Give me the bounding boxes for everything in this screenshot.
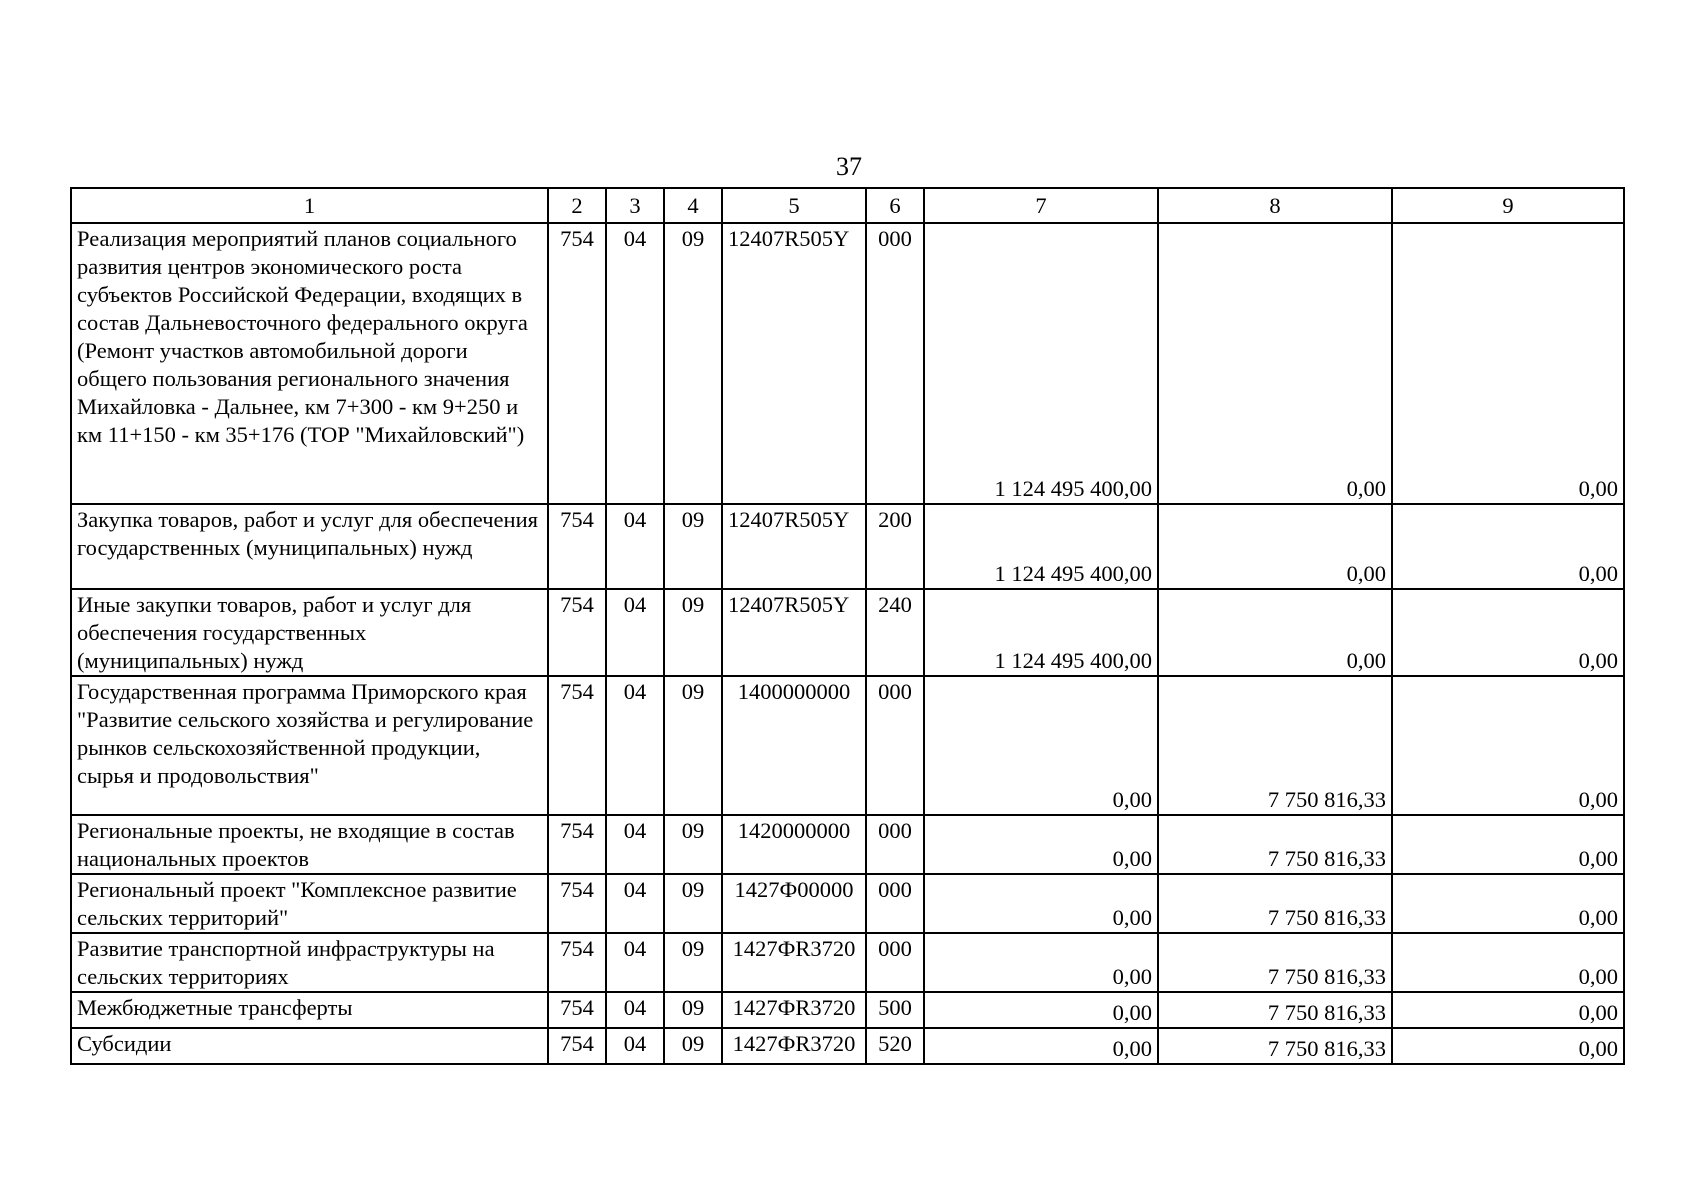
row-name: Государственная программа Приморского края "Развитие сельского хозяйства и регулирование рынков сельскохозяйственной продукции, сырья и продовольствия": [71, 676, 548, 815]
amount-cell: 0,00: [1392, 504, 1624, 589]
amount-cell: 7 750 816,33: [1158, 815, 1392, 874]
code-cell: 12407R505Y: [722, 589, 866, 676]
amount-cell: 0,00: [924, 933, 1158, 992]
amount-cell: 7 750 816,33: [1158, 676, 1392, 815]
code-cell: 04: [606, 504, 664, 589]
amount-cell: 0,00: [1158, 504, 1392, 589]
code-cell: 09: [664, 676, 722, 815]
code-cell: 754: [548, 933, 606, 992]
header-cell: 1: [71, 188, 548, 223]
header-row: [71, 188, 1624, 223]
code-cell: 520: [866, 1028, 924, 1064]
table-row: [71, 676, 1624, 815]
amount-cell: 7 750 816,33: [1158, 933, 1392, 992]
amount-cell: 7 750 816,33: [1158, 992, 1392, 1028]
code-cell: 1427ФR3720: [722, 992, 866, 1028]
header-cell: 2: [548, 188, 606, 223]
code-cell: 09: [664, 874, 722, 933]
amount-cell: 0,00: [1158, 589, 1392, 676]
code-cell: 04: [606, 815, 664, 874]
row-name: Межбюджетные трансферты: [71, 992, 548, 1028]
code-cell: 000: [866, 676, 924, 815]
header-cell: 4: [664, 188, 722, 223]
amount-cell: 0,00: [924, 676, 1158, 815]
code-cell: 04: [606, 223, 664, 504]
code-cell: 754: [548, 1028, 606, 1064]
code-cell: 000: [866, 933, 924, 992]
table-row: [71, 874, 1624, 933]
row-name: Реализация мероприятий планов социального развития центров экономического роста субъектов Российской Федерации, входящих в состав Дальневосточного федерального округа (Ремонт участков автомобильной дороги общего пользования регионального значения Михайловка - Дальнее, км 7+300 - км 9+250 и км 11+150 - км 35+176 (ТОР "Михайловский"): [71, 223, 548, 504]
amount-cell: 1 124 495 400,00: [924, 589, 1158, 676]
code-cell: 04: [606, 589, 664, 676]
code-cell: 1427ФR3720: [722, 1028, 866, 1064]
code-cell: 09: [664, 933, 722, 992]
table-row: [71, 992, 1624, 1028]
code-cell: 09: [664, 223, 722, 504]
code-cell: 09: [664, 992, 722, 1028]
amount-cell: 1 124 495 400,00: [924, 223, 1158, 504]
amount-cell: 7 750 816,33: [1158, 1028, 1392, 1064]
code-cell: 04: [606, 933, 664, 992]
code-cell: 754: [548, 874, 606, 933]
amount-cell: 0,00: [1392, 933, 1624, 992]
header-cell: 9: [1392, 188, 1624, 223]
code-cell: 04: [606, 992, 664, 1028]
amount-cell: 0,00: [924, 992, 1158, 1028]
code-cell: 1427ФR3720: [722, 933, 866, 992]
row-name: Развитие транспортной инфраструктуры на сельских территориях: [71, 933, 548, 992]
code-cell: 1427Ф00000: [722, 874, 866, 933]
code-cell: 200: [866, 504, 924, 589]
row-name: Региональные проекты, не входящие в состав национальных проектов: [71, 815, 548, 874]
code-cell: 754: [548, 992, 606, 1028]
code-cell: 754: [548, 223, 606, 504]
amount-cell: 0,00: [924, 1028, 1158, 1064]
code-cell: 754: [548, 589, 606, 676]
code-cell: 09: [664, 1028, 722, 1064]
header-cell: 6: [866, 188, 924, 223]
amount-cell: 0,00: [924, 815, 1158, 874]
amount-cell: 0,00: [1392, 589, 1624, 676]
code-cell: 000: [866, 223, 924, 504]
code-cell: 000: [866, 815, 924, 874]
header-cell: 8: [1158, 188, 1392, 223]
row-name: Региональный проект "Комплексное развитие сельских территорий": [71, 874, 548, 933]
amount-cell: 0,00: [1392, 223, 1624, 504]
code-cell: 500: [866, 992, 924, 1028]
code-cell: 04: [606, 1028, 664, 1064]
header-cell: 3: [606, 188, 664, 223]
page-number: 37: [836, 152, 862, 181]
code-cell: 09: [664, 589, 722, 676]
header-cell: 7: [924, 188, 1158, 223]
row-name: Субсидии: [71, 1028, 548, 1064]
code-cell: 04: [606, 874, 664, 933]
budget-table: [70, 187, 1625, 1065]
table-row: [71, 504, 1624, 589]
code-cell: 09: [664, 815, 722, 874]
table-row: [71, 815, 1624, 874]
code-cell: 754: [548, 676, 606, 815]
row-name: Иные закупки товаров, работ и услуг для обеспечения государственных (муниципальных) нужд: [71, 589, 548, 676]
code-cell: 754: [548, 815, 606, 874]
code-cell: 1400000000: [722, 676, 866, 815]
table-row: [71, 589, 1624, 676]
amount-cell: 0,00: [1392, 1028, 1624, 1064]
table-row: [71, 223, 1624, 504]
code-cell: 04: [606, 676, 664, 815]
table-row: [71, 933, 1624, 992]
amount-cell: 1 124 495 400,00: [924, 504, 1158, 589]
amount-cell: 0,00: [1392, 992, 1624, 1028]
amount-cell: 0,00: [1392, 676, 1624, 815]
amount-cell: 0,00: [1392, 874, 1624, 933]
code-cell: 000: [866, 874, 924, 933]
row-name: Закупка товаров, работ и услуг для обеспечения государственных (муниципальных) нужд: [71, 504, 548, 589]
code-cell: 12407R505Y: [722, 504, 866, 589]
amount-cell: 0,00: [924, 874, 1158, 933]
amount-cell: 7 750 816,33: [1158, 874, 1392, 933]
code-cell: 240: [866, 589, 924, 676]
code-cell: 09: [664, 504, 722, 589]
header-cell: 5: [722, 188, 866, 223]
code-cell: 754: [548, 504, 606, 589]
amount-cell: 0,00: [1158, 223, 1392, 504]
code-cell: 1420000000: [722, 815, 866, 874]
code-cell: 12407R505Y: [722, 223, 866, 504]
table-row: [71, 1028, 1624, 1064]
amount-cell: 0,00: [1392, 815, 1624, 874]
